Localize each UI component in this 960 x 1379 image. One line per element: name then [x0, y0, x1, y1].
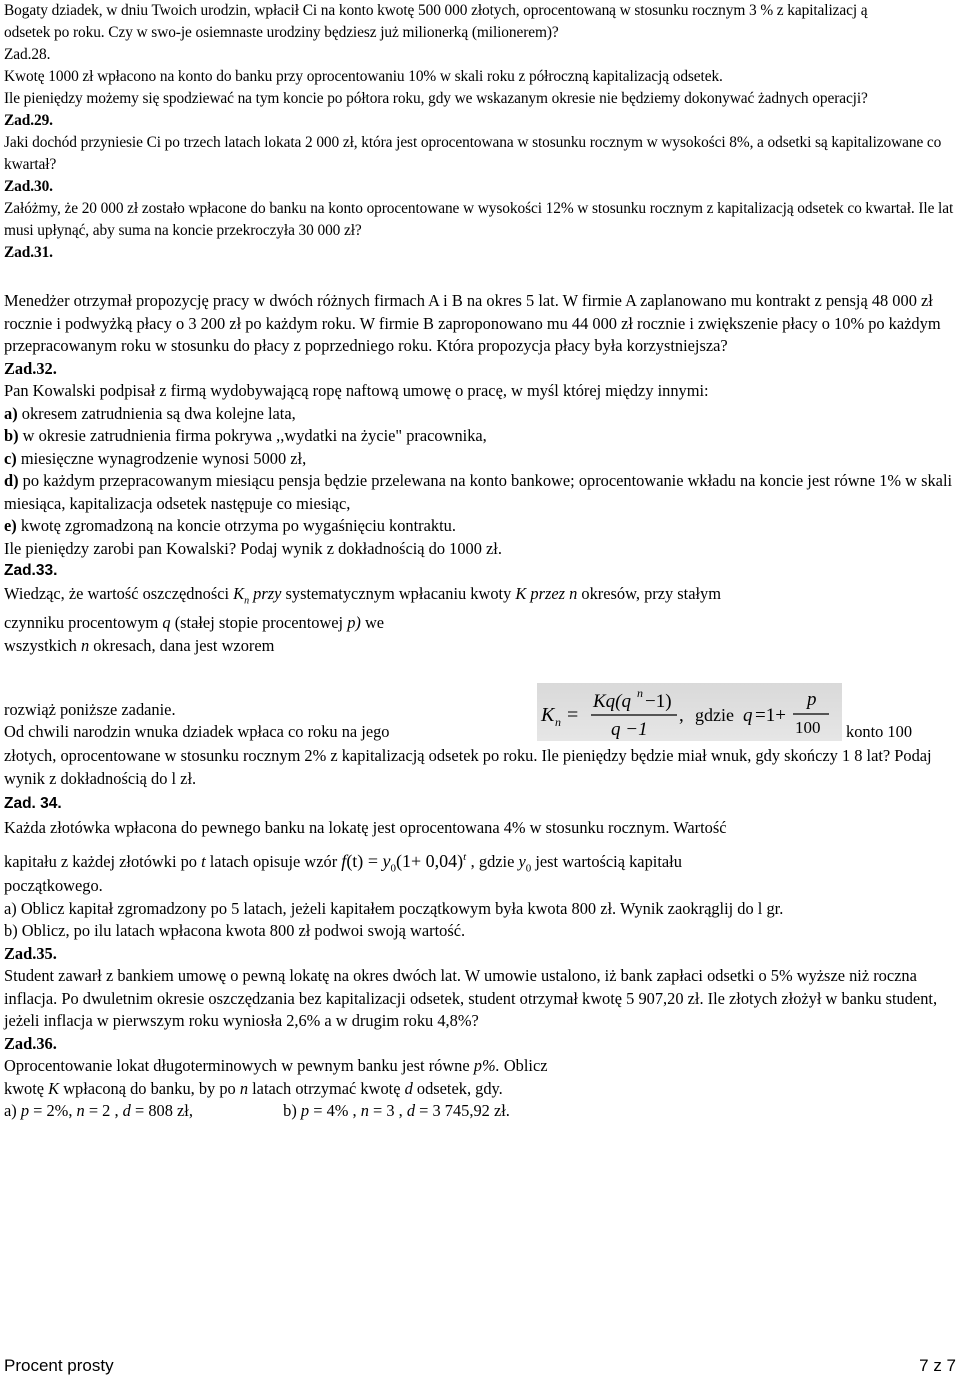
- zad-34-text-2: kapitału z każdej złotówki po t latach opisuje wzór $f(t) = y_0(1+ 0,04)^t$ , gdzie $y_0$ jest wartością kapitału: [4, 851, 682, 875]
- zad-35-heading: Zad.35.: [4, 943, 57, 963]
- zad-28-text-b: Ile pieniędzy możemy się spodziewać na tym koncie po półtora roku, gdy we wskazanym okresie nie będziemy dokonywać żadnych operacji?: [4, 90, 868, 107]
- svg-text:=1+: =1+: [755, 705, 786, 726]
- zad-30-heading: Zad.30.: [4, 178, 53, 195]
- zad-29-heading: Zad.29.: [4, 112, 53, 129]
- zad-31-heading: Zad.31.: [4, 244, 53, 261]
- page-number: 7 z 7: [919, 1356, 956, 1375]
- zad-36-heading: Zad.36.: [4, 1033, 57, 1053]
- svg-text:,: ,: [679, 705, 684, 726]
- zad-34-part-a: a) Oblicz kapitał zgromadzony po 5 latach, jeżeli kapitałem początkowym była kwota 800 zł. Wynik zaokrąglij do l gr.: [4, 898, 784, 918]
- zad-33-text-1: Wiedząc, że wartość oszczędności $K_n$ przy systematycznym wpłacaniu kwoty K przez n okresów, przy stałym: [4, 583, 722, 606]
- zad-33-text-3: wszystkich n okresach, dana jest wzorem: [4, 635, 275, 655]
- svg-text:q: q: [743, 705, 753, 726]
- formula-gdzie: gdzie: [695, 705, 734, 725]
- zad-32-text: Pan Kowalski podpisał z firmą wydobywającą ropę naftową umowę o pracę, w myśl której między innymi:: [4, 381, 709, 400]
- zad-33-text-6: konto 100: [846, 722, 913, 741]
- svg-text:p: p: [807, 689, 817, 710]
- zad-33-text-7: złotych, oprocentowane w stosunku rocznym 2% z kapitalizacją odsetek po roku. Ile pieniędzy będzie miał wnuk, gdy skończy 1 8 lat? Podaj wynik z dokładnością do l zł.: [4, 746, 932, 788]
- zad-34-text-1: Każda złotówka wpłacona do pewnego banku na lokatę jest oprocentowana 4% w stosunku rocznym. Wartość: [4, 818, 727, 837]
- zad-32-list-item: b) w okresie zatrudnienia firma pokrywa ,,wydatki na życie" pracownika,: [4, 426, 487, 445]
- zad-31-text: Menedżer otrzymał propozycję pracy w dwóch różnych firmach A i B na okres 5 lat. W firmie A zaplanowano mu kontrakt z pensją 48 000 zł rocznie i podwyżką płacy o 3 200 zł po każdym roku. W firmie B zaproponowano mu 44 000 zł rocznie i zwiększenie płacy o 10% po każdym przepracowanym roku w stosunku do płacy z poprzedniego roku. Która propozycja płacy była korzystniejsza?: [4, 291, 941, 355]
- zad-28-heading: Zad.28.: [4, 46, 51, 63]
- zad-32-list-item: c) miesięczne wynagrodzenie wynosi 5000 zł,: [4, 448, 307, 468]
- zad-33-heading: Zad.33.: [4, 562, 58, 579]
- formula-34: $f(t) = y_0(1+ 0,04)^t$: [341, 851, 467, 875]
- svg-text:=: =: [567, 704, 579, 726]
- zad-32-list-item: d) po każdym przepracowanym miesiącu pensja będzie przelewana na konto bankowe; oprocentowanie wkładu na koncie jest równe 1% w skali miesiąca, kapitalizacja odsetek następuje co miesiąc,: [4, 471, 953, 513]
- zad-32-list-item: a) okresem zatrudnienia są dwa kolejne lata,: [4, 403, 296, 423]
- zad-30-text: Załóżmy, że 20 000 zł zostało wpłacone do banku na konto oprocentowane w wysokości 12% w stosunku rocznym z kapitalizacją odsetek co kwartał. Ile lat musi upłynąć, aby suma na koncie przekroczyła 30 000 zł?: [4, 200, 954, 239]
- savings-formula-image: [537, 683, 842, 741]
- svg-text:100: 100: [795, 718, 821, 737]
- intro-problem: Bogaty dziadek, w dniu Twoich urodzin, wpłacił Ci na konto kwotę 500 000 złotych, oprocentowaną w stosunku rocznym 3 % z kapitalizacj ą odsetek po roku. Czy w swo-je osiemnaste urodziny będziesz już milionerką (milionerem)?: [4, 2, 868, 41]
- zad-32-list: [4, 403, 956, 538]
- formula-exponent: n: [637, 686, 643, 700]
- formula-lhs-sub: n: [555, 715, 561, 729]
- formula-denominator: q −1: [611, 719, 648, 740]
- zad-34-text-3: początkowego.: [4, 876, 103, 895]
- zad-32-list-item: e) kwotę zgromadzoną na koncie otrzyma po wygaśnięciu kontraktu.: [4, 516, 456, 535]
- zad-33-text-2: czynniku procentowym q (stałej stopie procentowej p) we: [4, 613, 385, 633]
- zad-32-question: Ile pieniędzy zarobi pan Kowalski? Podaj wynik z dokładnością do 1000 zł.: [4, 538, 502, 558]
- zad-36-text-2: kwotę K wpłaconą do banku, by po n latach otrzymać kwotę d odsetek, gdy.: [4, 1078, 503, 1098]
- formula-numerator: Kq(q: [593, 691, 631, 712]
- zad-34-heading: Zad. 34.: [4, 795, 62, 812]
- zad-28-text-a: Kwotę 1000 zł wpłacono na konto do banku przy oprocentowaniu 10% w skali roku z półroczną kapitalizacją odsetek.: [4, 68, 723, 85]
- footer-title: Procent prosty: [4, 1356, 114, 1375]
- zad-32-heading: Zad.32.: [4, 358, 57, 378]
- zad-36-cases: a) p = 2%, n = 2 , d = 808 zł, b) p = 4% , n = 3 , d = 3 745,92 zł.: [4, 1101, 510, 1120]
- formula-lhs: K: [541, 704, 555, 726]
- formula-numerator-tail: −1): [645, 691, 672, 712]
- zad-35-text: Student zawarł z bankiem umowę o pewną lokatę na okres dwóch lat. W umowie ustalono, iż bank zapłaci odsetki o 5% wyższe niż roczna inflacja. Po dwuletnim okresie oszczędzania bez kapitalizacji odsetek, student otrzymał kwotę 5 907,20 zł. Ile złotych złożył w banku student, jeżeli inflacja w pierwszym roku wyniosła 2,6% a w drugim roku 4,8%?: [4, 966, 938, 1030]
- zad-36-text-1: Oprocentowanie lokat długoterminowych w pewnym banku jest równe p%. Oblicz: [4, 1056, 548, 1075]
- zad-34-part-b: b) Oblicz, po ilu latach wpłacona kwota 800 zł podwoi swoją wartość.: [4, 921, 466, 940]
- zad-33-text-5: Od chwili narodzin wnuka dziadek wpłaca co roku na jego: [4, 722, 390, 741]
- zad-29-text: Jaki dochód przyniesie Ci po trzech latach lokata 2 000 zł, która jest oprocentowana w stosunku rocznym w wysokości 8%, a odsetki są kapitalizowane co kwartał?: [4, 134, 942, 173]
- zad-33-text-4: rozwiąż poniższe zadanie.: [4, 700, 176, 719]
